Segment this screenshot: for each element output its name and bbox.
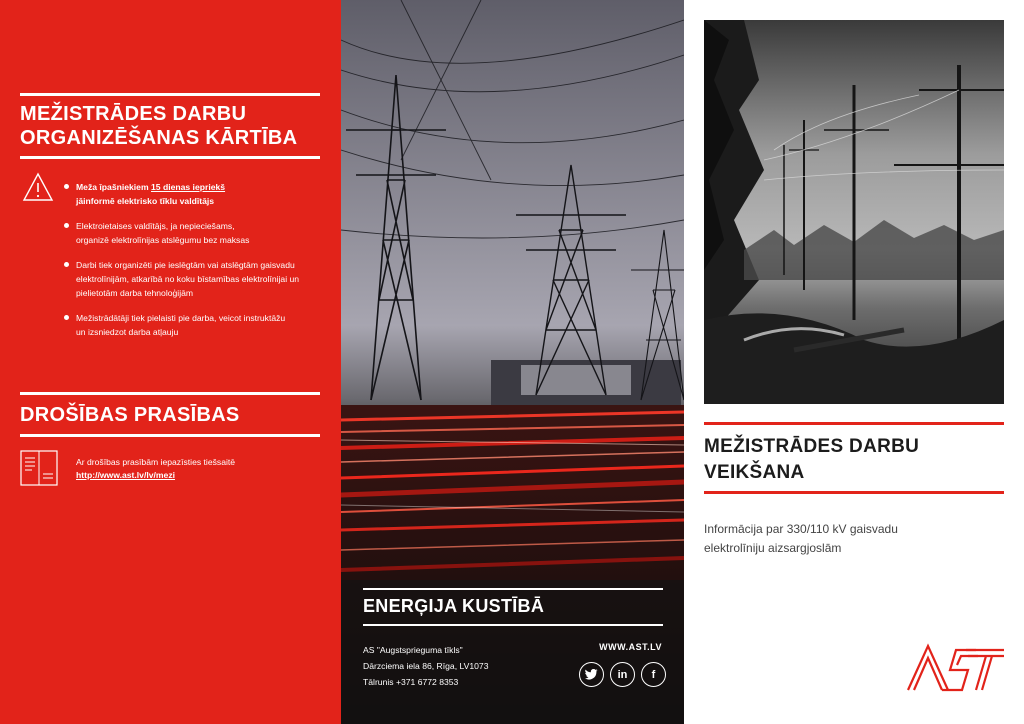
left-panel bbox=[0, 0, 341, 724]
item-text: Elektroietaises valdītājs, ja nepieciešams, bbox=[76, 221, 235, 231]
phone: Tālrunis +371 6772 8353 bbox=[363, 677, 459, 687]
item-text: un izsniedzot darba atļauju bbox=[76, 327, 179, 337]
subtitle-line: elektrolīniju aizsargjoslām bbox=[704, 541, 842, 555]
item-text: elektrolīnijām, atkarībā no koku bīstamības elektrolīnijai un bbox=[76, 274, 300, 284]
deadline-highlight: 15 dienas iepriekš bbox=[151, 182, 226, 192]
warning-icon bbox=[22, 172, 54, 202]
title-line: MEŽISTRĀDES DARBU bbox=[704, 436, 920, 457]
list-item bbox=[64, 219, 336, 247]
facebook-icon[interactable]: f bbox=[641, 662, 666, 687]
list-item bbox=[64, 258, 336, 300]
company-name: AS "Augstsprieguma tīkls" bbox=[363, 645, 463, 655]
social-links bbox=[579, 662, 666, 687]
safety-link[interactable]: http://www.ast.lv/lv/mezi bbox=[76, 470, 176, 480]
divider bbox=[20, 156, 320, 159]
procedure-list bbox=[64, 180, 336, 350]
safety-text: Ar drošības prasībām iepazīsties tiešsaitē bbox=[76, 457, 236, 467]
right-panel bbox=[684, 0, 1024, 724]
heading-line: MEŽISTRĀDES DARBU bbox=[20, 103, 247, 125]
twitter-icon[interactable] bbox=[579, 662, 604, 687]
subtitle-line: Informācija par 330/110 kV gaisvadu bbox=[704, 522, 898, 536]
item-text: Mežistrādātāji tiek pielaisti pie darba, veicot instruktāžu bbox=[76, 313, 286, 323]
list-item bbox=[64, 311, 336, 339]
item-text: Meža īpašniekiem bbox=[76, 182, 151, 192]
contact-info bbox=[363, 642, 488, 690]
linkedin-icon[interactable]: in bbox=[610, 662, 635, 687]
document-subtitle bbox=[704, 520, 994, 558]
document-icon bbox=[20, 450, 58, 486]
heading-line: ORGANIZĒŠANAS KĀRTĪBA bbox=[20, 127, 298, 149]
address: Dārzciema iela 86, Rīga, LV1073 bbox=[363, 661, 489, 671]
divider bbox=[704, 491, 1004, 494]
divider bbox=[20, 434, 320, 437]
slogan: ENERĢIJA KUSTĪBĀ bbox=[363, 596, 545, 616]
website-link[interactable]: WWW.AST.LV bbox=[599, 642, 662, 652]
ast-logo bbox=[906, 640, 1006, 696]
divider bbox=[20, 392, 320, 395]
divider bbox=[20, 93, 320, 96]
divider bbox=[363, 588, 663, 590]
safety-info bbox=[76, 456, 316, 482]
item-text: jāinformē elektrisko tīklu valdītājs bbox=[76, 196, 215, 206]
divider bbox=[704, 422, 1004, 425]
list-item bbox=[64, 180, 336, 208]
divider bbox=[363, 624, 663, 626]
winter-power-line-photo bbox=[704, 20, 1004, 404]
item-text: pielietotām darba tehnoloģijām bbox=[76, 288, 194, 298]
item-text: Darbi tiek organizēti pie ieslēgtām vai atslēgtām gaisvadu bbox=[76, 260, 295, 270]
document-title bbox=[704, 434, 919, 486]
title-line: VEIKŠANA bbox=[704, 462, 805, 483]
section-heading-safety: DROŠĪBAS PRASĪBAS bbox=[20, 404, 240, 426]
section-heading-organization bbox=[20, 102, 297, 150]
item-text: organizē elektrolīnijas atslēgumu bez maksas bbox=[76, 235, 250, 245]
middle-panel bbox=[341, 0, 684, 724]
